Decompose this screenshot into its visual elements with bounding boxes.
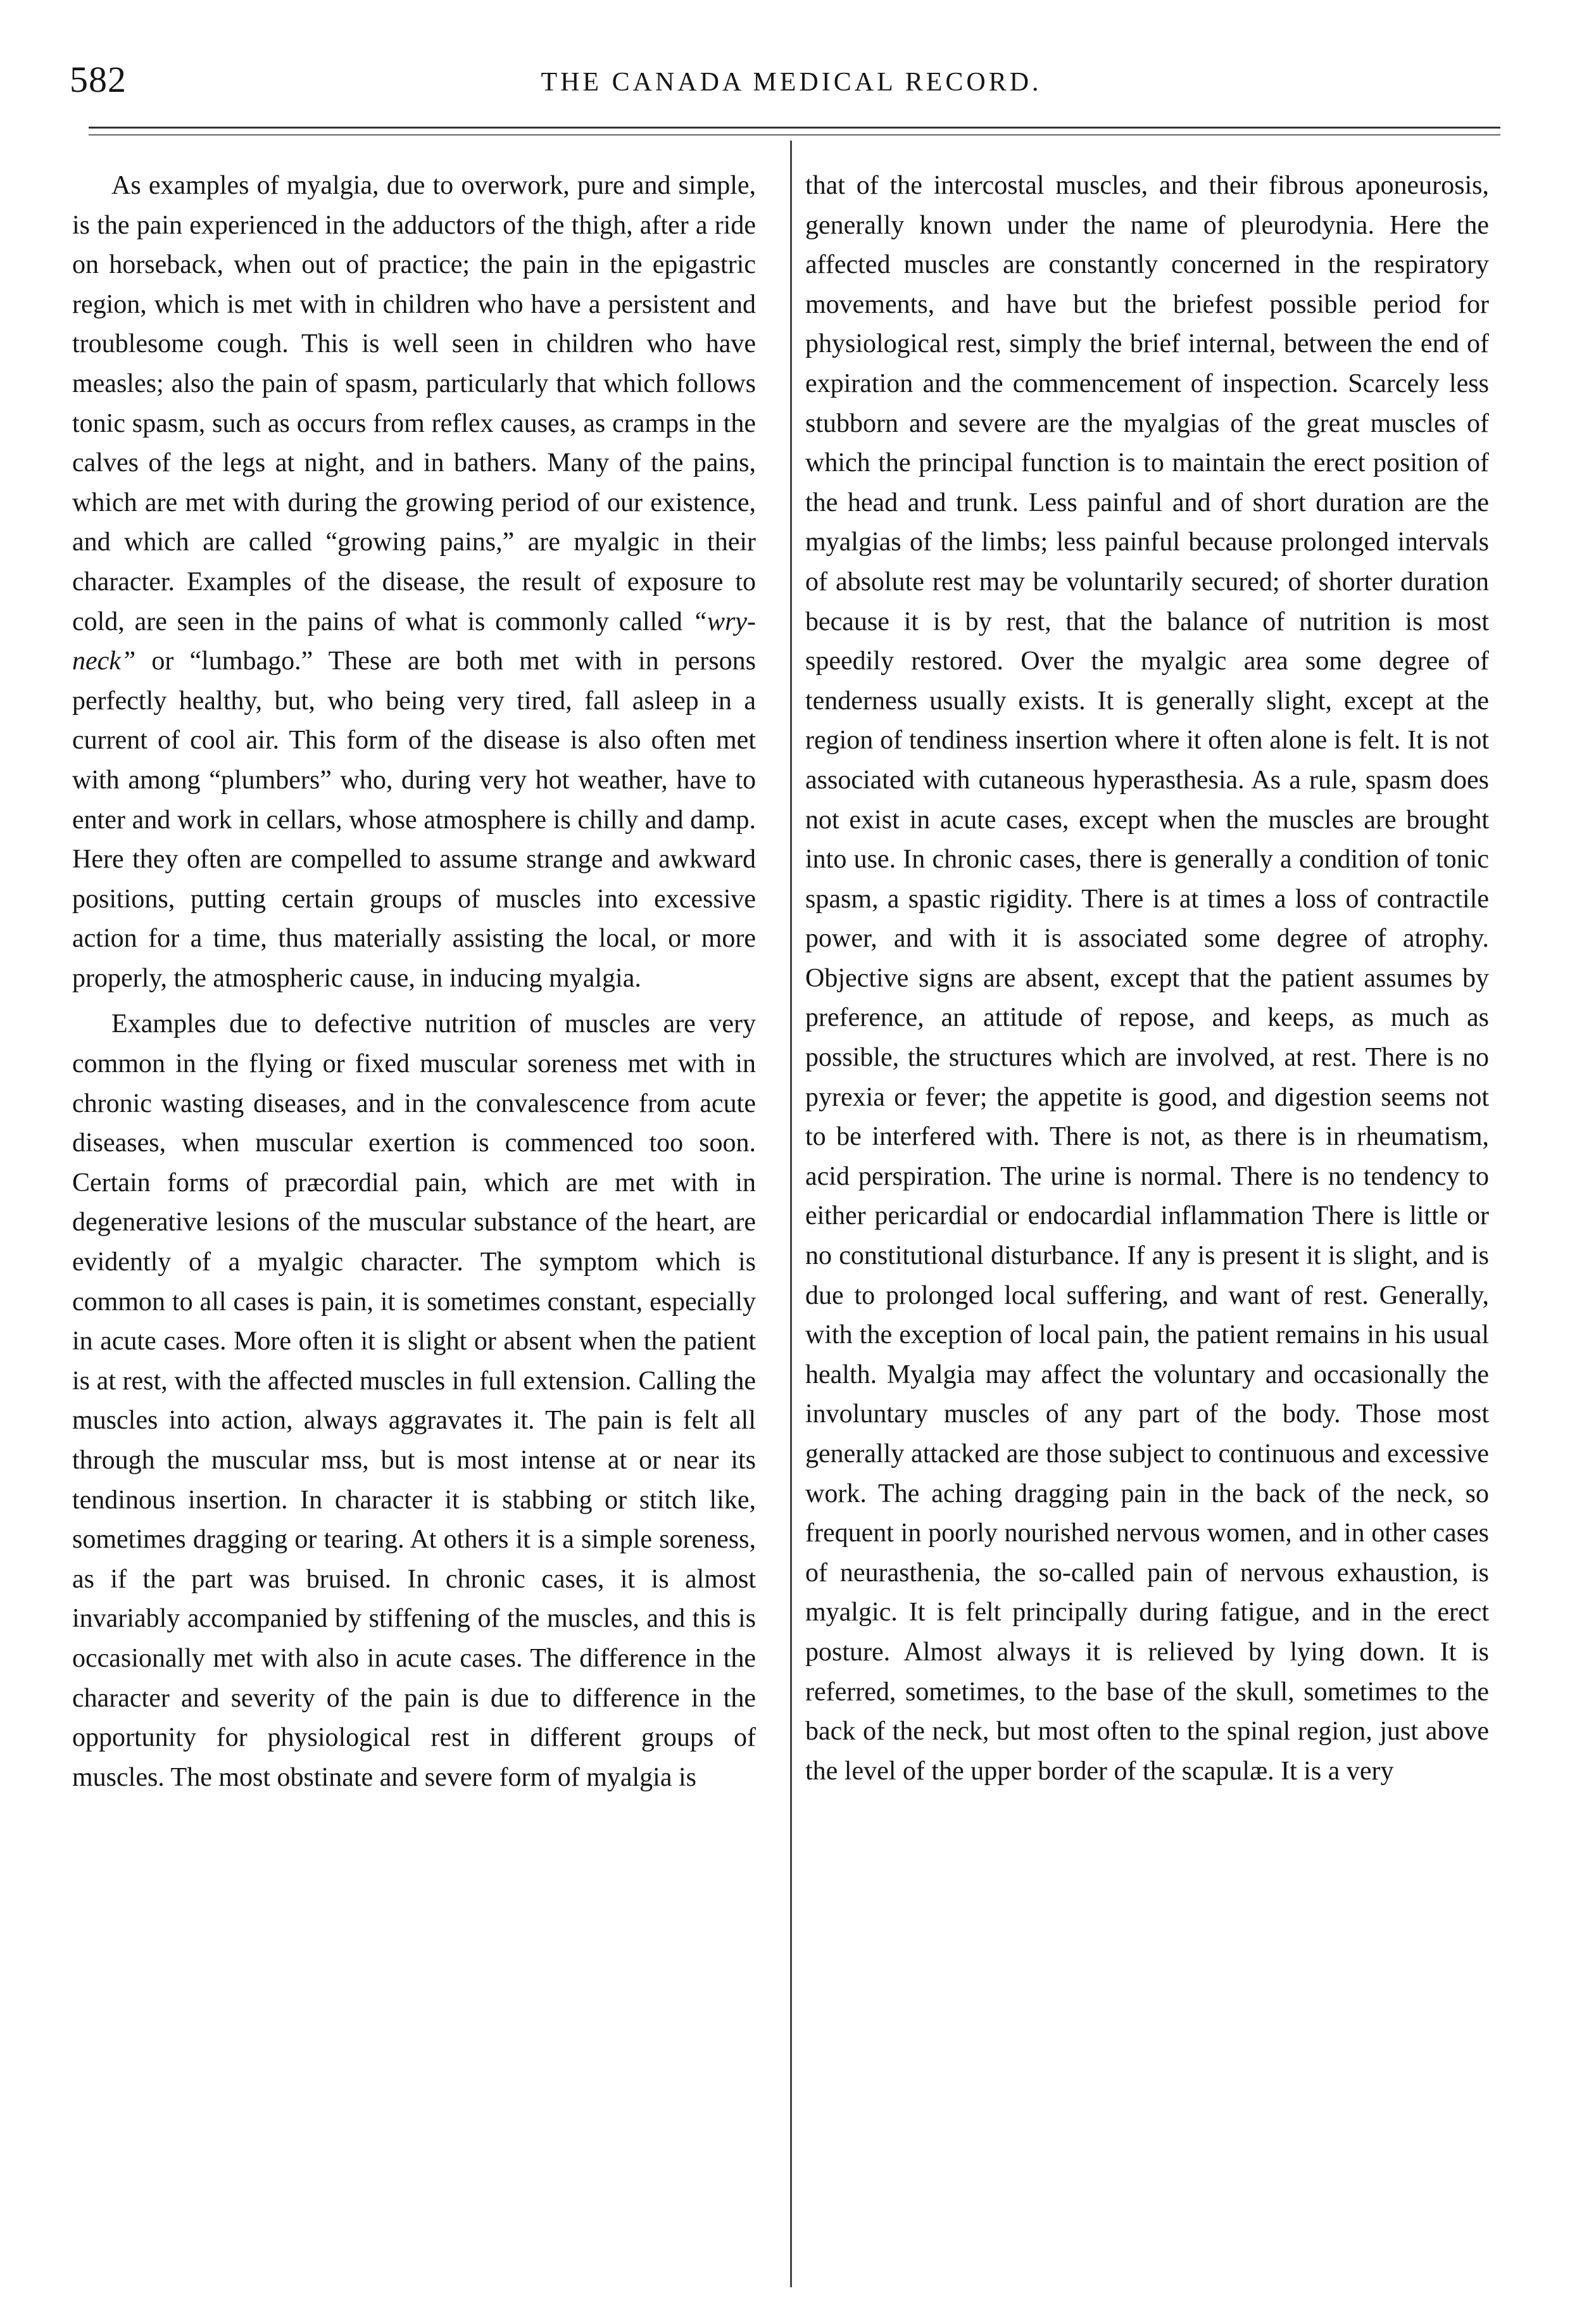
page-header: [70, 58, 1513, 109]
left-paragraph-2: Examples due to defective nutrition of muscles are very common in the flying or fixed muscular soreness met with in chronic wasting diseases, and in the convalescence from acute diseases, when muscular exertion is commenced too soon. Certain forms of præcordial pain, which are met with in degenerative lesions of the muscular substance of the heart, are evidently of a myalgic character. The symptom which is common to all cases is pain, it is sometimes constant, especially in acute cases. More often it is slight or absent when the patient is at rest, with the affected muscles in full extension. Calling the muscles into action, always aggravates it. The pain is felt all through the muscular mss, but is most intense at or near its tendinous insertion. In character it is stabbing or stitch like, sometimes dragging or tearing. At others it is a simple soreness, as if the part was bruised. In chronic cases, it is almost invariably accompanied by stiffening of the muscles, and this is occasionally met with also in acute cases. The difference in the character and severity of the pain is due to difference in the opportunity for physiological rest in different groups of muscles. The most obstinate and severe form of myalgia is: [72, 1009, 756, 1792]
running-head-title: THE CANADA MEDICAL RECORD.: [541, 68, 1042, 97]
left-paragraph-1-continued: or “lumbago.” These are both met with in persons perfectly healthy, but, who being very tired, fall asleep in a current of cool air. This form of the disease is also often met with among “plumbers” who, during very hot weather, have to enter and work in cellars, whose atmosphere is chilly and damp. Here they often are compelled to assume strange and awkward positions, putting certain groups of muscles into excessive action for a time, thus materially assisting the local, or more properly, the atmospheric cause, in inducing myalgia.: [72, 647, 756, 993]
right-column: [805, 166, 1489, 1791]
header-rule-top: [89, 127, 1500, 129]
left-column: [72, 166, 756, 1797]
left-paragraph-1: [72, 166, 756, 998]
left-paragraph-1-text: As examples of myalgia, due to overwork, pure and simple, is the pain experienced in the adductors of the thigh, after a ride on horseback, when out of practice; the pain in the epigastric region, which is met with in children who have a persistent and troublesome cough. This is well seen in children who have measles; also the pain of spasm, particularly that which follows tonic spasm, such as occurs from reflex causes, as cramps in the calves of the legs at night, and in bathers. Many of the pains, which are met with during the growing period of our existence, and which are called “growing pains,” are myalgic in their character. Examples of the disease, the result of exposure to cold, are seen in the pains of what is commonly called: [72, 171, 756, 636]
header-rule-bottom: [89, 134, 1500, 136]
page-number: 582: [70, 59, 127, 100]
wry-neck-term: “wry-neck”: [72, 607, 756, 676]
right-paragraph-1: that of the intercostal muscles, and their fibrous aponeurosis, generally known under the name of pleurodynia. Here the affected muscles are constantly concerned in the respiratory movements, and have but the briefest possible period for physiological rest, simply the brief internal, between the end of expiration and the commencement of inspection. Scarcely less stubborn and severe are the myalgias of the great muscles of which the principal function is to maintain the erect position of the head and trunk. Less painful and of short duration are the myalgias of the limbs; less painful because prolonged intervals of absolute rest may be voluntarily secured; of shorter duration because it is by rest, that the balance of nutrition is most speedily restored. Over the myalgic area some degree of tenderness usually exists. It is generally slight, except at the region of tendiness insertion where it often alone is felt. It is not associated with cutaneous hyperasthesia. As a rule, spasm does not exist in acute cases, except when the muscles are brought into use. In chronic cases, there is generally a condition of tonic spasm, a spastic rigidity. There is at times a loss of contractile power, and with it is associated some degree of atrophy. Objective signs are absent, except that the patient assumes by preference, an attitude of repose, and keeps, as much as possible, the structures which are involved, at rest. There is no pyrexia or fever; the appetite is good, and digestion seems not to be interfered with. There is not, as there is in rheumatism, acid perspiration. The urine is normal. There is no tendency to either pericardial or endocardial inflammation There is little or no constitutional disturbance. If any is present it is slight, and is due to prolonged local suffering, and want of rest. Generally, with the exception of local pain, the patient remains in his usual health. Myalgia may affect the voluntary and occasionally the involuntary muscles of any part of the body. Those most generally attacked are those subject to continuous and excessive work. The aching dragging pain in the back of the neck, so frequent in poorly nourished nervous women, and in other cases of neurasthenia, the so-called pain of nervous exhaustion, is myalgic. It is felt principally during fatigue, and in the erect posture. Almost always it is relieved by lying down. It is referred, sometimes, to the base of the skull, sometimes to the back of the neck, but most often to the spinal region, just above the level of the upper border of the scapulæ. It is a very: [805, 171, 1489, 1786]
column-divider: [790, 141, 792, 2287]
